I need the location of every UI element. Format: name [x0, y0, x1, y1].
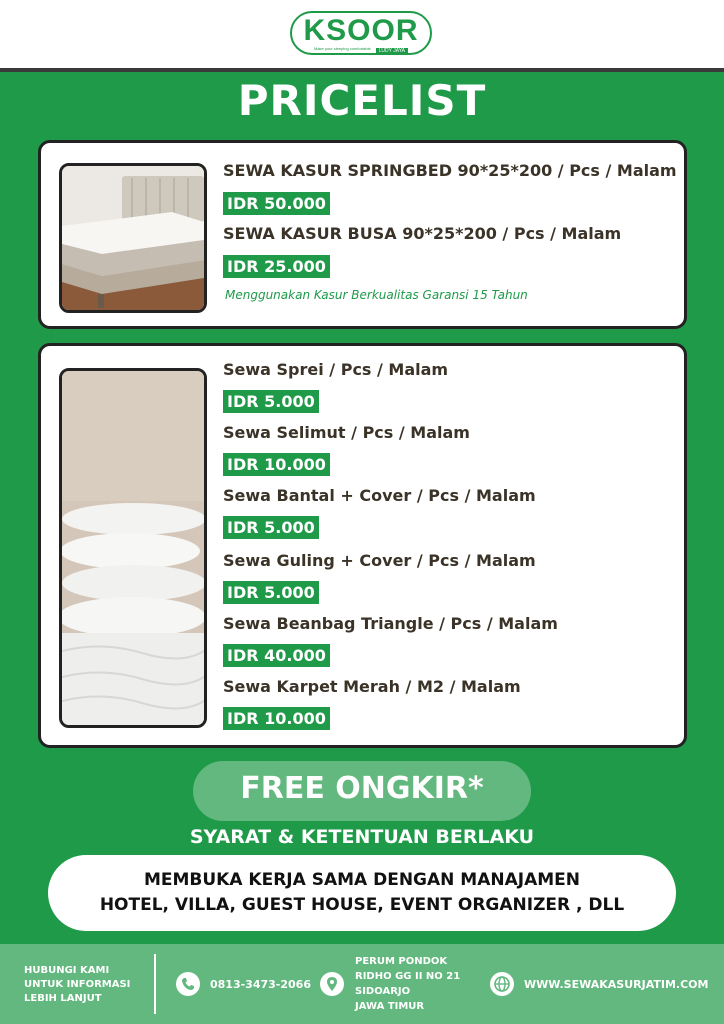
contact-line-1: HUBUNGI KAMI [24, 965, 110, 976]
footer-divider [154, 954, 156, 1014]
location-pin-icon [320, 972, 344, 996]
item-blanket-name: Sewa Selimut / Pcs / Malam [223, 423, 470, 442]
item-carpet-name: Sewa Karpet Merah / M2 / Malam [223, 677, 521, 696]
collab-line-1: MEMBUKA KERJA SAMA DENGAN MANAJAMEN [143, 870, 581, 890]
free-shipping-text: FREE ONGKIR* [240, 771, 484, 806]
item-beanbag-name: Sewa Beanbag Triangle / Pcs / Malam [223, 614, 558, 633]
item-beanbag-price: IDR 40.000 [223, 644, 330, 667]
item-carpet-price: IDR 10.000 [223, 707, 330, 730]
item-pillow-price: IDR 5.000 [223, 516, 319, 539]
item-pillow-name: Sewa Bantal + Cover / Pcs / Malam [223, 486, 536, 505]
item-bolster-name: Sewa Guling + Cover / Pcs / Malam [223, 551, 536, 570]
logo-text: KSOOR [303, 14, 419, 47]
pillow-stack-image-icon [62, 371, 204, 725]
pillows-photo [59, 368, 207, 728]
address [355, 954, 460, 1014]
header [0, 0, 724, 70]
globe-icon [490, 972, 514, 996]
address-line-2: RIDHO GG II NO 21 [355, 971, 461, 982]
item-sheet-name: Sewa Sprei / Pcs / Malam [223, 360, 449, 379]
contact-prompt [24, 964, 130, 1006]
logo-tagline: Make your sleeping comfortable [314, 46, 371, 51]
mattress-card [38, 140, 687, 329]
address-line-4: JAWA TIMUR [355, 1001, 425, 1012]
contact-line-2: UNTUK INFORMASI [24, 979, 131, 990]
page-title: PRICELIST [237, 76, 487, 125]
address-line-3: SIDOARJO [355, 986, 411, 997]
warranty-note: Menggunakan Kasur Berkualitas Garansi 15 Tahun [225, 288, 528, 302]
mattress-photo [59, 163, 207, 313]
item-blanket-price: IDR 10.000 [223, 453, 330, 476]
linen-card [38, 343, 687, 748]
phone-number[interactable]: 0813-3473-2066 [210, 978, 311, 991]
item-springbed-price: IDR 50.000 [223, 192, 330, 215]
address-line-1: PERUM PONDOK [355, 956, 448, 967]
brand-logo [290, 11, 432, 55]
header-divider [0, 68, 724, 72]
collab-line-2: HOTEL, VILLA, GUEST HOUSE, EVENT ORGANIZER , DLL [99, 895, 625, 915]
item-bolster-price: IDR 5.000 [223, 581, 319, 604]
collaboration-banner [48, 855, 676, 931]
bed-image-icon [62, 166, 204, 310]
contact-line-3: LEBIH LANJUT [24, 993, 102, 1004]
footer [0, 944, 724, 1024]
item-springbed-name: SEWA KASUR SPRINGBED 90*25*200 / Pcs / Malam [223, 161, 677, 180]
free-shipping-badge [193, 761, 531, 821]
website-link[interactable]: WWW.SEWAKASURJATIM.COM [524, 978, 709, 991]
phone-icon [176, 972, 200, 996]
item-foam-price: IDR 25.000 [223, 255, 330, 278]
item-foam-name: SEWA KASUR BUSA 90*25*200 / Pcs / Malam [223, 224, 622, 243]
item-sheet-price: IDR 5.000 [223, 390, 319, 413]
logo-sub: LUDY JAYA [376, 48, 408, 54]
terms-text: SYARAT & KETENTUAN BERLAKU [189, 826, 535, 848]
